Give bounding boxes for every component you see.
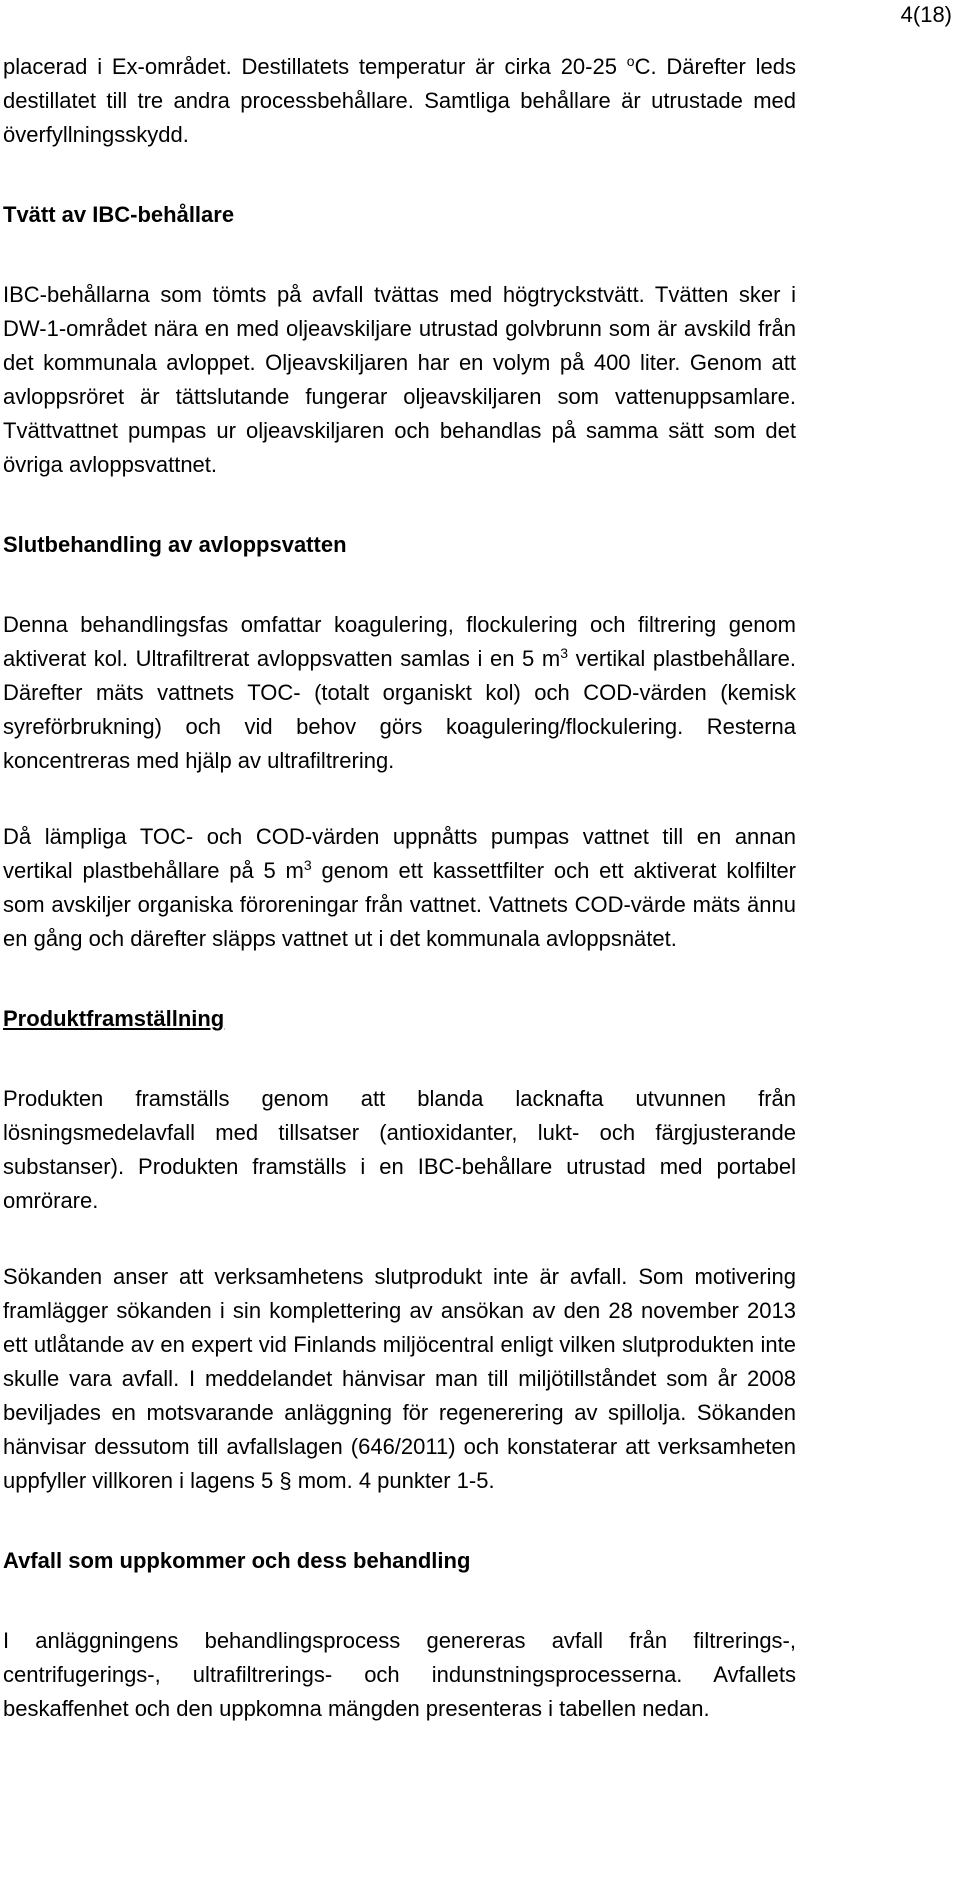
paragraph-waste: I anläggningens behandlingsprocess genereras avfall från filtrerings-, centrifugerings-, ultrafiltrerings- och indunstningsprocesserna. Avfallets beskaffenhet och den uppkomna mängden presenteras i tabellen nedan. [3, 1628, 796, 1721]
heading-ibc-wash: Tvätt av IBC-behållare [3, 202, 235, 227]
paragraph-production: Produkten framställs genom att blanda lacknafta utvunnen från lösningsmedelavfall med tillsatser (antioxidanter, lukt- och färgjusterande substanser). Produkten framställs i en IBC-behållare utrustad med portabel omrörare. [3, 1086, 796, 1213]
heading-production: Produktframställning [3, 1006, 225, 1031]
heading-final-treatment: Slutbehandling av avloppsvatten [3, 532, 347, 557]
paragraph-ibc-wash: IBC-behållarna som tömts på avfall tvättas med högtryckstvätt. Tvätten sker i DW-1-området nära en med oljeavskiljare utrustad golvbrunn som är avskild från det kommunala avloppet. Oljeavskiljaren har en volym på 400 liter. Genom att avloppsröret är tättslutande fungerar oljeavskiljaren som vattenuppsamlare. Tvättvattnet pumpas ur oljeavskiljaren och behandlas på samma sätt som det övriga avloppsvattnet. [3, 282, 796, 477]
document-body [3, 50, 796, 1726]
paragraph-distillate: placerad i Ex-området. Destillatets temperatur är cirka 20-25 $^o$C. Därefter leds destillatet till tre andra processbehållare. Samtliga behållare är utrustade med överfyllningsskydd. [3, 53, 796, 147]
paragraph-applicant-view: Sökanden anser att verksamhetens slutprodukt inte är avfall. Som motivering framlägger sökanden i sin komplettering av ansökan av den 28 november 2013 ett utlåtande av en expert vid Finlands miljöcentral enligt vilken slutprodukten inte skulle vara avfall. I meddelandet hänvisar man till miljötillståndet som år 2008 beviljades en motsvarande anläggning för regenerering av spillolja. Sökanden hänvisar dessutom till avfallslagen (646/2011) och konstaterar att verksamheten uppfyller villkoren i lagens 5 § mom. 4 punkter 1-5. [3, 1264, 796, 1493]
heading-waste: Avfall som uppkommer och dess behandling [3, 1548, 471, 1573]
page-number: 4(18) [900, 2, 952, 27]
paragraph-treatment-phase: Denna behandlingsfas omfattar koagulering, flockulering och filtrering genom aktiverat kol. Ultrafiltrerat avloppsvatten samlas i en 5 $m^3$ vertikal plastbehållare. Därefter mäts vattnets TOC- (totalt organiskt kol) och COD-värden (kemisk syreförbrukning) och vid behov görs koagulering/flockulering. Resterna koncentreras med hjälp av ultrafiltrering. [3, 612, 796, 773]
paragraph-toc-cod: Då lämpliga TOC- och COD-värden uppnåtts pumpas vattnet till en annan vertikal plastbehållare på 5 $m^3$ genom ett kassettfilter och ett aktiverat kolfilter som avskiljer organiska föroreningar från vattnet. Vattnets COD-värde mäts ännu en gång och därefter släpps vattnet ut i det kommunala avloppsnätet. [3, 824, 797, 951]
